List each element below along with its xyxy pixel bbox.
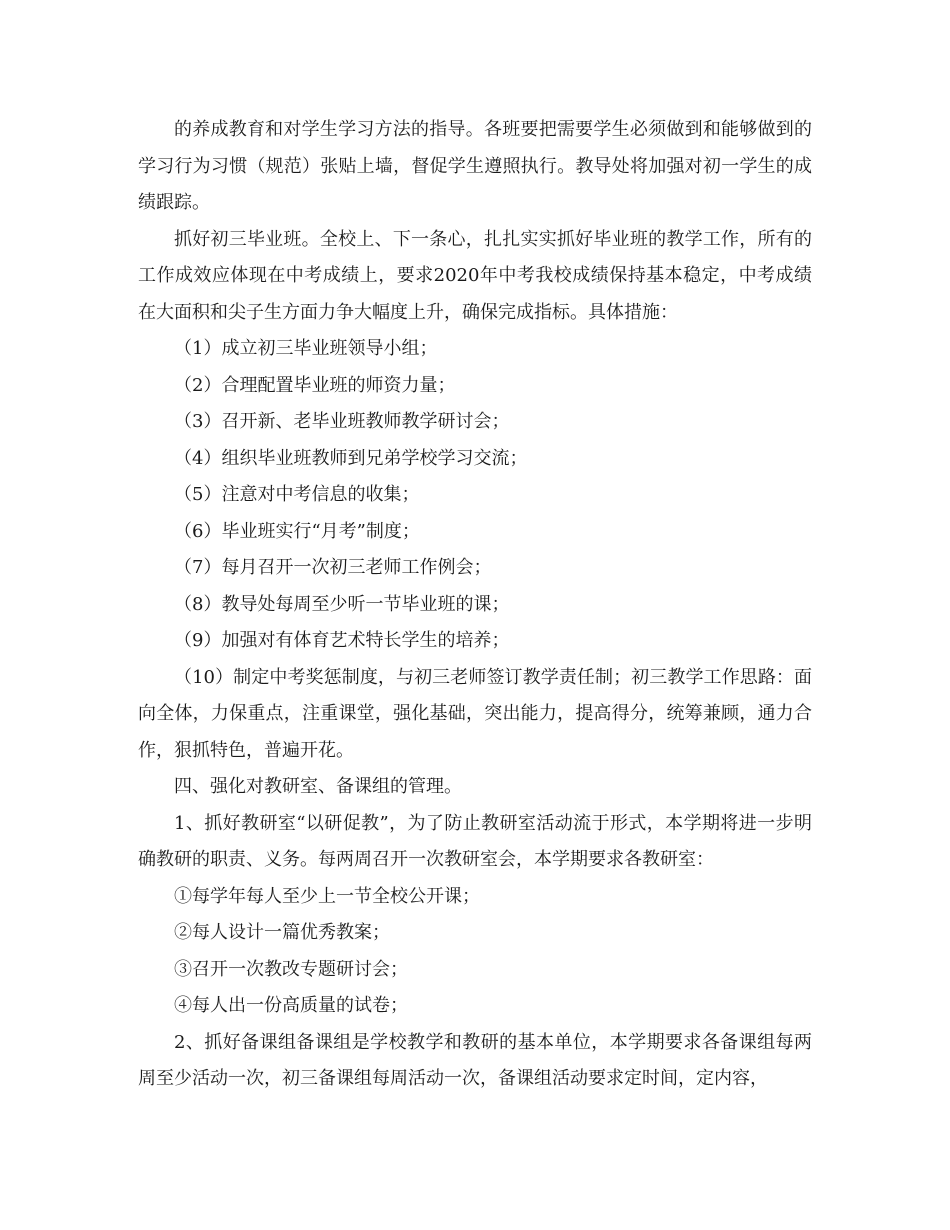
list-item-measure-9: （9）加强对有体育艺术特长学生的培养； xyxy=(174,630,510,651)
list-item-measure-5: （5）注意对中考信息的收集； xyxy=(174,484,420,505)
list-item-measure-2: （2）合理配置毕业班的师资力量； xyxy=(174,374,456,396)
list-item-measure-1: （1）成立初三毕业班领导小组； xyxy=(174,338,438,359)
list-item-requirement-4: ④每人出一份高质量的试卷； xyxy=(174,995,408,1016)
list-item-measure-3: （3）召开新、老毕业班教师教学研讨会； xyxy=(174,411,510,432)
document-body xyxy=(138,112,812,1098)
list-item-measure-8: （8）教导处每周至少听一节毕业班的课； xyxy=(174,593,510,615)
section-heading-four: 四、强化对教研室、备课组的管理。 xyxy=(174,776,462,797)
paragraph-research-office: 1、抓好教研室“以研促教”，为了防止教研室活动流于形式，本学期将进一步明确教研的职责、义务。每两周召开一次教研室会，本学期要求各教研室： xyxy=(138,812,812,870)
list-item-requirement-2: ②每人设计一篇优秀教案； xyxy=(174,922,390,943)
paragraph-lesson-group: 2、抓好备课组备课组是学校教学和教研的基本单位，本学期要求各备课组每两周至少活动一次，初三备课组每周活动一次，备课组活动要求定时间，定内容， xyxy=(138,1031,812,1089)
paragraph-grade-nine: 抓好初三毕业班。全校上、下一条心，扎扎实实抓好毕业班的教学工作，所有的工作成效应体现在中考成绩上，要求2020年中考我校成绩保持基本稳定，中考成绩在大面积和尖子生方面力争大幅度上升，确保完成指标。具体措施： xyxy=(138,228,812,323)
list-item-requirement-1: ①每学年每人至少上一节全校公开课； xyxy=(174,885,480,907)
list-item-measure-7: （7）每月召开一次初三老师工作例会； xyxy=(174,557,492,578)
list-item-measure-4: （4）组织毕业班教师到兄弟学校学习交流； xyxy=(174,447,528,469)
list-item-measure-10: （10）制定中考奖惩制度，与初三老师签订教学责任制；初三教学工作思路：面向全体，力保重点，注重课堂，强化基础，突出能力，提高得分，统筹兼顾，通力合作，狠抓特色，普遍开花。 xyxy=(138,666,812,761)
list-item-measure-6: （6）毕业班实行“月考”制度； xyxy=(174,520,420,542)
paragraph-habit-guidance: 的养成教育和对学生学习方法的指导。各班要把需要学生必须做到和能够做到的学习行为习惯（规范）张贴上墙，督促学生遵照执行。教导处将加强对初一学生的成绩跟踪。 xyxy=(138,119,812,213)
list-item-requirement-3: ③召开一次教改专题研讨会； xyxy=(174,958,408,980)
